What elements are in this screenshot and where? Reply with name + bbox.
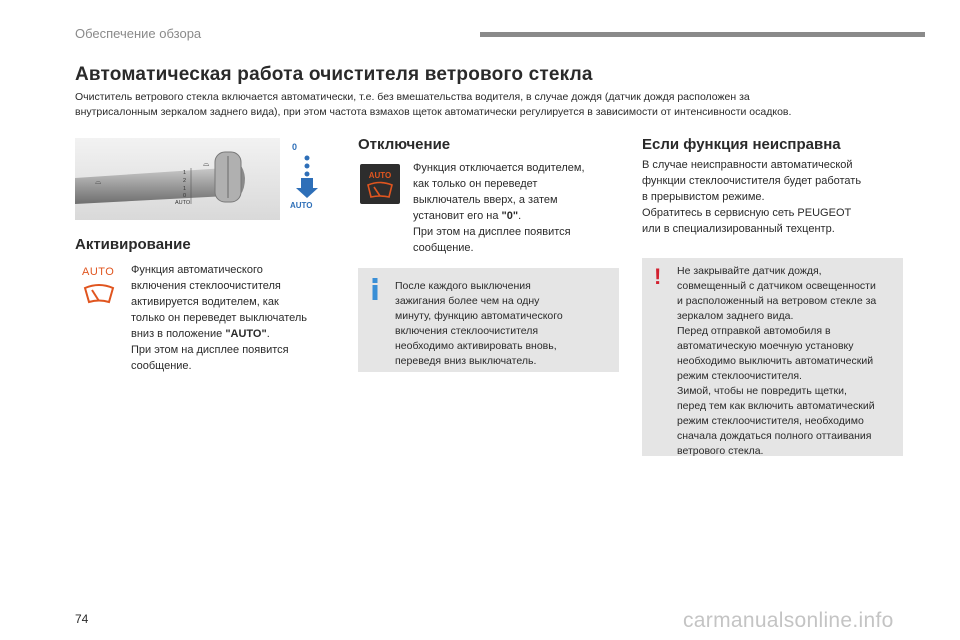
wiper-stalk-illustration [75,138,325,220]
intro-line: Очиститель ветрового стекла включается автоматически, т.е. без вмешательства водителя, в случае дождя (датчик дождя расположен за [75,91,750,103]
text-line: Перед отправкой автомобиля в [677,325,831,337]
text-line: включения стеклоочистителя [131,280,281,292]
text-line: режим стеклоочистителя. [677,370,802,382]
text-line: ветрового стекла. [677,445,764,457]
text-line: Обратитесь в сервисную сеть PEUGEOT [642,207,852,219]
watermark: carmanualsonline.info [683,609,894,632]
text-line: перед тем как включить автоматический [677,400,875,412]
text-line: При этом на дисплее появится [131,344,289,356]
page-number: 74 [75,612,89,626]
text-line: необходимо активировать вновь, [395,340,557,352]
deactivation-heading: Отключение [358,136,451,153]
intro-paragraph [75,90,905,120]
text-line: переведя вниз выключатель. [395,355,537,367]
text-line: установит его на "0". [413,210,522,222]
position-label: 1 [183,170,187,176]
text-line: При этом на дисплее появится [413,226,571,238]
text-line: Функция отключается водителем, [413,162,585,174]
deactivation-text [413,160,585,256]
text-line: сначала дождаться полного оттаивания [677,430,872,442]
auto-indicator-icon [360,164,400,204]
warning-exclamation-icon: ! [654,264,662,289]
text-line: режим стеклоочистителя, необходимо [677,415,864,427]
text-line: зеркалом заднего вида. [677,310,794,322]
text-line: выключатель вверх, а затем [413,194,558,206]
text-line: функции стеклоочистителя будет работать [642,175,862,187]
svg-text:⌓: ⌓ [203,159,210,168]
text-line: зажигания более чем на одну [395,295,540,307]
text-line: активируется водителем, как [131,296,279,308]
position-zero-label: 0 [292,142,298,152]
auto-icon: AUTO [82,266,115,278]
windshield-wiper-icon [82,282,116,306]
text-line: вниз в положение "AUTO". [131,328,270,340]
text-line: включения стеклоочистителя [395,325,539,337]
text-line: сообщение. [413,242,474,254]
text-line: В случае неисправности автоматической [642,159,853,171]
text-line: совмещенный с датчиком освещенности [677,280,876,292]
down-arrow-icon [296,178,318,198]
text-line: как только он переведет [413,178,538,190]
position-label: 2 [183,178,187,184]
activation-heading: Активирование [75,236,191,253]
activation-text [131,262,307,374]
malfunction-heading: Если функция неисправна [642,136,841,153]
intro-line: внутрисалонным зеркалом заднего вида), при этом частота взмахов щеток автоматически регулируется в зависимости от интенсивности осадков. [75,106,792,118]
svg-text:⌓: ⌓ [95,177,102,186]
page-title: Автоматическая работа очистителя ветрового стекла [75,64,593,85]
text-line: Не закрывайте датчик дождя, [677,265,822,277]
text-line: После каждого выключения [395,280,531,292]
malfunction-text [642,157,861,237]
warning-note-text [677,264,876,459]
text-line: только он переведет выключатель [131,312,308,324]
text-line: минуту, функцию автоматического [395,310,563,322]
text-line: Функция автоматического [131,264,263,276]
text-line: необходимо выключить автоматический [677,355,874,367]
header-rule [480,32,925,37]
text-line: Зимой, чтобы не повредить щетки, [677,385,847,397]
position-label: 0 [183,193,187,199]
position-auto-label: AUTO [290,201,313,210]
info-note-text [395,279,563,369]
text-line: сообщение. [131,360,192,372]
text-line: или в специализированный техцентр. [642,223,835,235]
position-label: AUTO [175,200,191,206]
auto-badge-label: AUTO [368,171,392,180]
text-line: и расположенный на ветровом стекле за [677,295,877,307]
info-icon [372,278,378,300]
text-line: автоматическую моечную установку [677,340,854,352]
position-label: 1 [183,186,187,192]
section-title: Обеспечение обзора [75,26,202,41]
text-line: в прерывистом режиме. [642,191,765,203]
